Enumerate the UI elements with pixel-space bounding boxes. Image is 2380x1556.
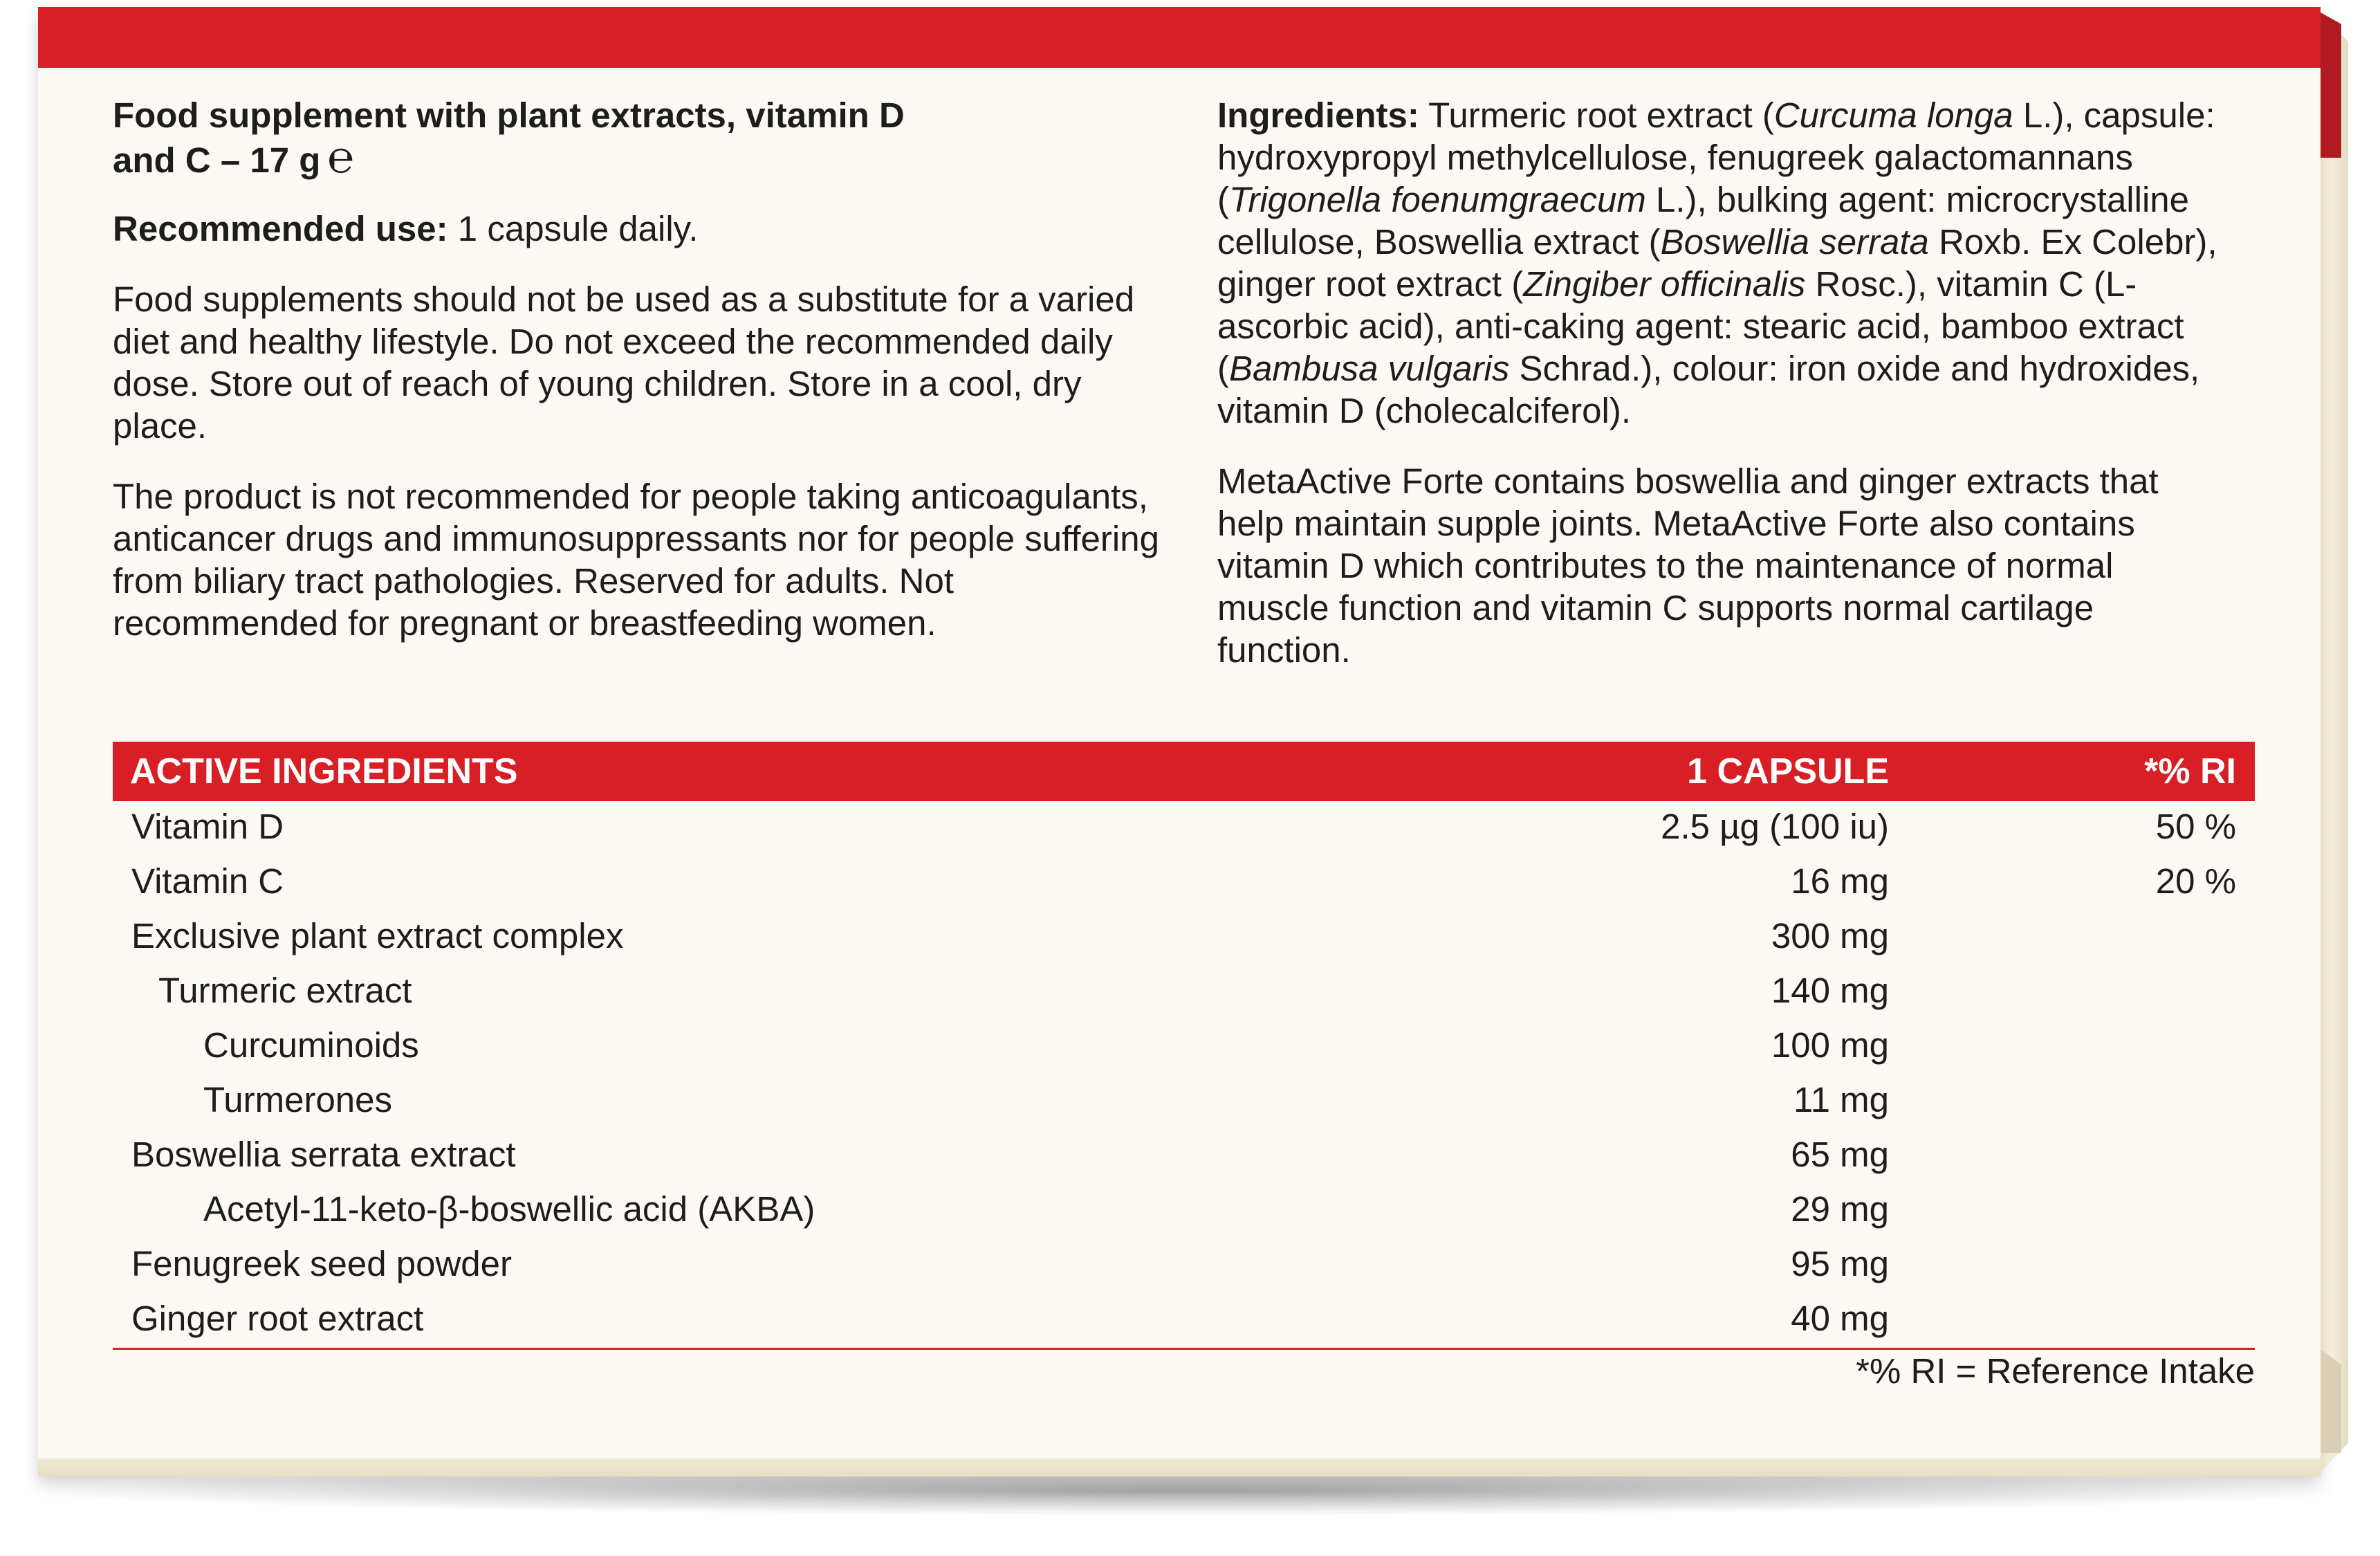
contraindication-warning: The product is not recommended for people taking anticoagulants, anticancer drugs and immunosuppressants nor for people suffering from biliary tract pathologies. Reserved for adults. Not recommended for pregnant or breastfeeding women. xyxy=(113,477,1159,643)
table-bottom-rule xyxy=(113,1348,2255,1350)
row-name: Turmerones xyxy=(203,1080,393,1119)
ingredients-text-4: Roxb. Ex Colebr), ginger root extract ( xyxy=(1217,222,2217,304)
table-row xyxy=(113,801,2255,856)
row-capsule-amount: 100 mg xyxy=(1771,1025,1889,1065)
product-title-line1: Food supplement with plant extracts, vitamin D xyxy=(113,95,905,135)
ingredients-text-6: Schrad.), colour: iron oxide and hydroxides, vitamin D (cholecalciferol). xyxy=(1217,349,2200,430)
package-side-flap-bottom xyxy=(2321,1349,2341,1453)
active-ingredients-table xyxy=(113,742,2255,1391)
header-active-ingredients: ACTIVE INGREDIENTS xyxy=(130,751,518,791)
row-ri: 20 % xyxy=(2155,861,2236,901)
table-row xyxy=(113,1293,2255,1348)
table-row xyxy=(113,1184,2255,1238)
ingredients-text-3: L.), bulking agent: microcrystalline cellulose, Boswellia extract ( xyxy=(1217,180,2190,262)
row-capsule-amount: 29 mg xyxy=(1791,1189,1889,1229)
row-capsule-amount: 65 mg xyxy=(1791,1135,1889,1174)
row-name: Ginger root extract xyxy=(131,1299,424,1338)
row-capsule-amount: 40 mg xyxy=(1791,1299,1889,1338)
row-name: Vitamin D xyxy=(131,807,284,846)
product-title-line2: and C – 17 g xyxy=(113,140,321,180)
row-name: Boswellia serrata extract xyxy=(131,1135,516,1174)
product-title xyxy=(113,94,1178,181)
ri-footnote: *% RI = Reference Intake xyxy=(1856,1351,2255,1391)
ingredients-text-5: Rosc.), vitamin C (L-ascorbic acid), anti-caking agent: stearic acid, bamboo extract ( xyxy=(1217,264,2184,388)
row-capsule-amount: 11 mg xyxy=(1793,1080,1889,1119)
ingredients-label: Ingredients: xyxy=(1217,95,1419,135)
ingredients-latin-2: Trigonella foenumgraecum xyxy=(1228,180,1646,219)
ingredients-latin-1: Curcuma longa xyxy=(1773,95,2013,135)
recommended-use-text: 1 capsule daily. xyxy=(448,209,699,248)
ingredients-text-2: L.), capsule: hydroxypropyl methylcellulose, fenugreek galactomannans ( xyxy=(1217,95,2215,219)
package-side-flap xyxy=(2321,12,2348,1472)
table-row xyxy=(113,1020,2255,1074)
left-text-column xyxy=(113,94,1178,672)
table-row xyxy=(113,1074,2255,1129)
table-row xyxy=(113,1129,2255,1184)
recommended-use xyxy=(113,208,1178,250)
row-capsule-amount: 2.5 µg (100 iu) xyxy=(1661,807,1889,846)
ingredients-latin-4: Zingiber officinalis xyxy=(1523,264,1806,304)
package-bottom-edge xyxy=(38,1458,2321,1476)
row-capsule-amount: 300 mg xyxy=(1771,916,1889,955)
ingredients-text-1: Turmeric root extract ( xyxy=(1419,95,1774,135)
row-name: Vitamin C xyxy=(131,861,284,901)
recommended-use-label: Recommended use: xyxy=(113,209,448,248)
ingredients-list xyxy=(1217,94,2234,432)
ingredients-latin-3: Boswellia serrata xyxy=(1660,222,1929,262)
ingredients-latin-5: Bambusa vulgaris xyxy=(1228,349,1510,388)
table-header xyxy=(113,742,2255,801)
table-row xyxy=(113,910,2255,965)
row-ri: 50 % xyxy=(2155,807,2236,846)
red-top-band xyxy=(38,7,2321,68)
row-capsule-amount: 140 mg xyxy=(1771,971,1889,1010)
header-ri: *% RI xyxy=(2144,751,2236,791)
row-capsule-amount: 95 mg xyxy=(1791,1244,1889,1283)
estimated-sign-icon: ℮ xyxy=(327,132,354,182)
supplement-warning: Food supplements should not be used as a substitute for a varied diet and healthy lifestyle. Do not exceed the recommended daily dose. Store out of reach of young children. Store in a cool, dry place. xyxy=(113,280,1135,446)
table-row xyxy=(113,856,2255,910)
row-capsule-amount: 16 mg xyxy=(1791,861,1889,901)
table-row xyxy=(113,965,2255,1020)
right-text-column xyxy=(1217,94,2234,699)
header-1-capsule: 1 CAPSULE xyxy=(1687,751,1889,791)
row-name: Exclusive plant extract complex xyxy=(131,916,624,955)
row-name: Fenugreek seed powder xyxy=(131,1244,513,1283)
table-row xyxy=(113,1238,2255,1293)
row-name: Curcuminoids xyxy=(203,1025,419,1065)
health-claims: MetaActive Forte contains boswellia and ginger extracts that help maintain supple joints. MetaActive Forte also contains vitamin D which contributes to the maintenance of normal muscle function and vitamin C supports normal cartilage function. xyxy=(1217,461,2159,670)
row-name: Turmeric extract xyxy=(158,971,412,1010)
package-side-flap-red xyxy=(2321,12,2341,158)
row-name: Acetyl-11-keto-β-boswellic acid (AKBA) xyxy=(203,1189,815,1229)
